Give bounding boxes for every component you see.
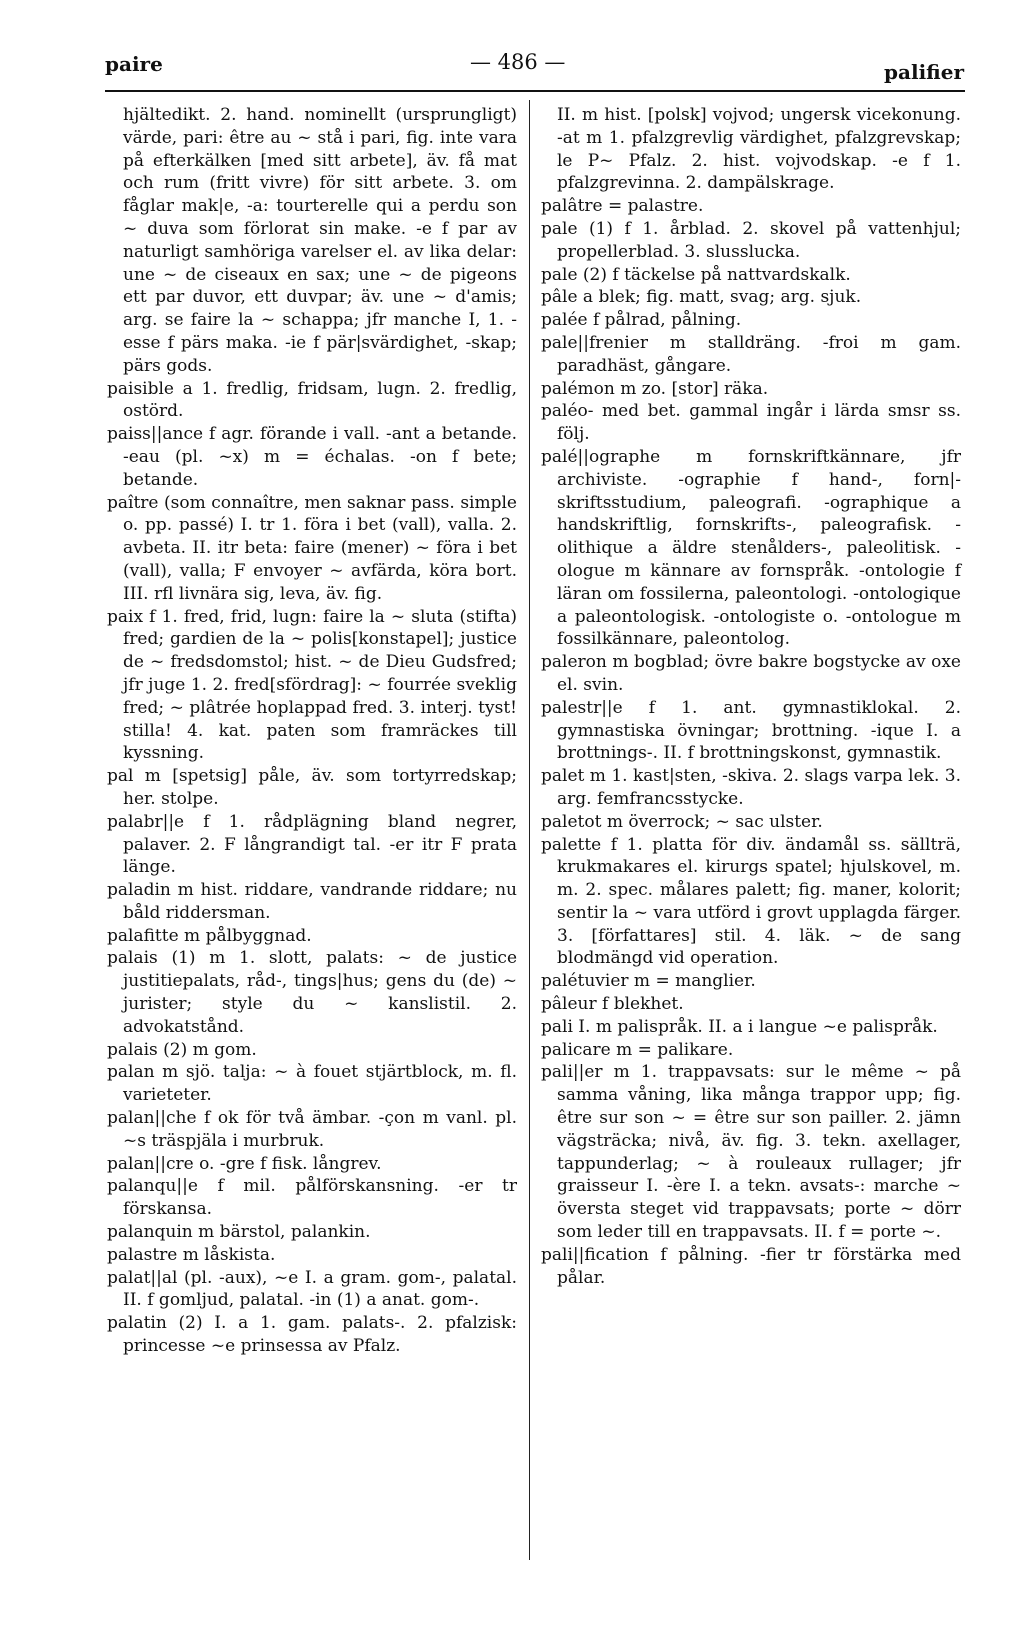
dictionary-entry: palabr||e f 1. rådplägning bland negrer, palaver. 2. F långrandigt tal. -er itr F prata länge.	[107, 811, 517, 878]
dictionary-entry: palet m 1. kast|sten, -skiva. 2. slags varpa lek. 3. arg. femfrancsstycke.	[541, 766, 961, 809]
dictionary-entry: paletot m överrock; ~ sac ulster.	[541, 811, 823, 832]
dictionary-entry: palais (2) m gom.	[107, 1039, 257, 1060]
dictionary-entry: palestr||e f 1. ant. gymnastiklokal. 2. gymnastiska övningar; brottning. -ique I. a brottnings-. II. f brottningskonst, gymnastik.	[541, 697, 961, 764]
dictionary-entry: palanqu||e f mil. pålförskansning. -er tr förskansa.	[107, 1176, 517, 1220]
dictionary-entry: paiss||ance f agr. förande i vall. -ant a betande. -eau (pl. ~x) m = échalas. -on f bete; betande.	[107, 424, 517, 490]
dictionary-entry: palais (1) m 1. slott, palats: ~ de justice justitiepalats, råd-, tings|hus; gens du (de) ~ jurister; style du ~ kanslistil. 2. advokatstånd.	[107, 948, 517, 1037]
dictionary-entry: palanquin m bärstol, palankin.	[107, 1222, 371, 1243]
dictionary-entry: pali||fication f pålning. -fier tr förstärka med pålar.	[541, 1244, 961, 1288]
dictionary-entry: pali||er m 1. trappavsats: sur le même ~ på samma våning, lika många trappor upp; fig. être sur son ~ = être sur son pailler. 2. jämn vägsträcka; nivå, äv. fig. 3. tekn. axellager, tappunderlag; ~ à rouleaux rullager; jfr graisseur I. -ère I. a tekn. avsats-: marche ~ översta steget vid trappavsats; porte ~ dörr som leder till en trappavsats. II. f = porte ~.	[541, 1062, 961, 1243]
dictionary-entry: paix f 1. fred, frid, lugn: faire la ~ sluta (stifta) fred; gardien de la ~ polis[konstapel]; justice de ~ fredsdomstol; hist. ~ de Dieu Gudsfred; jfr juge 1. 2. fred[sfördrag]: ~ fourrée sveklig fred; ~ plâtrée hoplappad fred. 3. interj. tyst! stilla! 4. kat. paten som framräckes till kyssning.	[107, 606, 517, 764]
dictionary-entry: hjältedikt. 2. hand. nominellt (ursprungligt) värde, pari: être au ~ stå i pari, fig. inte vara på efterkälken [med sitt arbete], äv. få mat och rum (fritt vivre) för sitt arbete. 3. om fåglar mak|e, -a: tourterelle qui a perdu son ~ duva som förlorat sin make. -e f par av naturligt samhöriga varelser el. av lika delar: une ~ de ciseaux en sax; une ~ de pigeons ett par duvor, ett duvpar; äv. une ~ d'amis; arg. se faire la ~ schappa; jfr manche I, 1. -esse f pärs maka. -ie f pär|svärdighet, -skap; pärs gods.	[123, 105, 517, 376]
dictionary-entry: palicare m = palikare.	[541, 1039, 734, 1060]
dictionary-entry: II. m hist. [polsk] vojvod; ungersk vicekonung. -at m 1. pfalzgrevlig värdighet, pfalzgrevskap; le P~ Pfalz. 2. hist. vojvodskap. -e f 1. pfalzgrevinna. 2. dampälskrage.	[557, 105, 961, 194]
dictionary-entry: paladin m hist. riddare, vandrande riddare; nu båld riddersman.	[107, 880, 517, 923]
left-column	[107, 104, 517, 1358]
dictionary-entry: palétuvier m = manglier.	[541, 971, 756, 992]
dictionary-entry: pal m [spetsig] påle, äv. som tortyrredskap; her. stolpe.	[107, 766, 517, 809]
dictionary-entry: palan m sjö. talja: ~ à fouet stjärtblock, m. fl. varieteter.	[107, 1062, 517, 1106]
header-rule	[105, 90, 965, 92]
dictionary-entry: palastre m låskista.	[107, 1244, 276, 1265]
header-last-word: palifier	[884, 60, 964, 84]
dictionary-entry: palette f 1. platta för div. ändamål ss. sällträ, krukmakares el. kirurgs spatel; hjulskovel, m. m. 2. spec. målares palett; fig. maner, kolorit; sentir la ~ vara utförd i grovt upplagda färger. 3. [författares] stil. 4. läk. ~ de sang blodmängd vid operation.	[541, 834, 961, 969]
dictionary-entry: palé||ographe m fornskriftkännare, jfr archiviste. -ographie f hand-, forn|-skriftsstudium, paleografi. -ographique a handskriftlig, fornskrifts-, paleografisk. -olithique a äldre stenålders-, paleolitisk. -ologue m kännare av fornspråk. -ontologie f läran om fossilerna, paleontologi. -ontologique a paleontologisk. -ontologiste o. -ontologue m fossilkännare, paleontolog.	[541, 446, 961, 650]
page-number: — 486 —	[470, 50, 566, 74]
dictionary-entry: pale||frenier m stalldräng. -froi m gam. paradhäst, gångare.	[541, 332, 961, 376]
dictionary-entry: palémon m zo. [stor] räka.	[541, 378, 769, 399]
dictionary-entry: pale (1) f 1. årblad. 2. skovel på vattenhjul; propellerblad. 3. slusslucka.	[541, 218, 961, 262]
dictionary-entry: palâtre = palastre.	[541, 196, 704, 217]
header-first-word: paire	[105, 52, 163, 76]
dictionary-entry: palat||al (pl. -aux), ~e I. a gram. gom-, palatal. II. f gomljud, palatal. -in (1) a anat. gom-.	[107, 1267, 517, 1311]
dictionary-entry: palatin (2) I. a 1. gam. palats-. 2. pfalzisk: princesse ~e prinsessa av Pfalz.	[107, 1313, 517, 1357]
dictionary-entry: pale (2) f täckelse på nattvardskalk.	[541, 264, 851, 285]
dictionary-entry: paisible a 1. fredlig, fridsam, lugn. 2. fredlig, ostörd.	[107, 378, 517, 422]
dictionary-entry: pali I. m palispråk. II. a i langue ~e palispråk.	[541, 1016, 938, 1037]
dictionary-entry: palafitte m pålbyggnad.	[107, 925, 312, 946]
dictionary-entry: palée f pålrad, pålning.	[541, 310, 742, 331]
dictionary-entry: palan||che f ok för två ämbar. -çon m vanl. pl. ~s träspjäla i murbruk.	[107, 1108, 517, 1151]
column-divider	[529, 100, 530, 1560]
dictionary-entry: palan||cre o. -gre f fisk. långrev.	[107, 1153, 382, 1174]
dictionary-entry: paleron m bogblad; övre bakre bogstycke av oxe el. svin.	[541, 652, 961, 695]
dictionary-entry: pâleur f blekhet.	[541, 994, 684, 1015]
dictionary-entry: paître (som connaître, men saknar pass. simple o. pp. passé) I. tr 1. föra i bet (vall), valla. 2. avbeta. II. itr beta: faire (mener) ~ föra i bet (vall), valla; F envoyer ~ avfärda, köra bort. III. rfl livnära sig, leva, äv. fig.	[107, 492, 517, 604]
dictionary-entry: pâle a blek; fig. matt, svag; arg. sjuk.	[541, 287, 862, 308]
dictionary-entry: paléo- med bet. gammal ingår i lärda smsr ss. följ.	[541, 401, 961, 445]
right-column	[541, 104, 961, 1289]
